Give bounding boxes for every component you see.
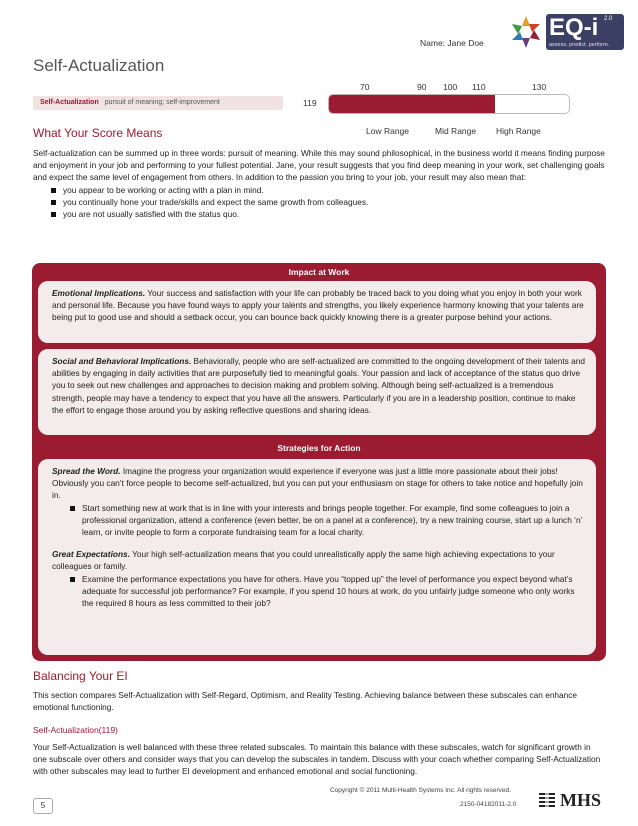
spread-lead: Spread the Word. [52,466,121,476]
score-bar-fill [329,95,495,113]
great-lead: Great Expectations. [52,549,130,560]
mhs-logo-text: MHS [560,790,602,810]
scale-tick-110: 110 [472,82,486,92]
range-low: Low Range [366,126,410,136]
meaning-text: Self-actualization can be summed up in three words: pursuit of meaning. While this may sound philosophical, in the business world it means finding purpose and enjoyment in your job and performing to your fullest potential. Jane, your result suggests that you find deep meaning in your work, set challenging goals and expect the same level of engagement from others. In addition to the passion you bring to your job, your result may also mean that: [33,148,605,183]
emotional-lead: Emotional Implications. [52,288,146,298]
meaning-heading: What Your Score Means [33,126,163,140]
scale-tick-130: 130 [532,82,547,92]
list-item: you are not usually satisfied with the status quo. [51,208,605,220]
scale-tick-100: 100 [443,82,458,92]
balancing-heading: Balancing Your EI [33,669,128,683]
score-pill [33,96,283,110]
footer-code: 2150-04182011-2.0 [460,801,517,808]
balancing-subheading: Self-Actualization(119) [33,725,118,735]
spread-bullets [52,502,586,539]
emotional-implications-card [38,281,596,343]
list-item: you appear to be working or acting with a plan in mind. [51,184,605,196]
scale-tick-70: 70 [360,82,370,92]
spread-text: Imagine the progress your organization would experience if everyone was just a little more passionate about their jobs! Obviously you can’t force people to become self-actualized, but you can put your enthusiasm on stage for others to take notice and hopefully join in. [52,466,583,501]
name-line: Name: Jane Doe [420,38,484,48]
eqi-logo-version: 2.0 [604,16,613,22]
page-number: 5 [33,798,53,814]
score-pill-desc: pursuit of meaning; self-improvement [104,99,220,106]
range-mid: Mid Range [435,126,477,136]
eqi-logo-icon [508,12,544,52]
page-title: Self-Actualization [33,56,165,75]
social-implications-card [38,349,596,435]
great-bullets [52,573,586,610]
footer-copyright: Copyright © 2011 Multi-Health Systems Inc. All rights reserved. [330,787,511,794]
social-lead: Social and Behavioral Implications. [52,356,192,366]
score-bar [328,94,570,114]
eqi-logo-tagline: assess. predict. perform. [549,42,610,48]
meaning-section [33,147,605,220]
impact-strategies-panel [32,263,606,661]
list-item: Examine the performance expectations you have for others. Have you “topped up” the level of performance you expect beyond what’s adequate for successful job performance? For example, if you spend 10 hours at work, do you unfairly judge someone who only works the required 8 hours as less committed to their job? [70,573,586,610]
eqi-logo-text: EQ-i [549,14,599,41]
strategies-heading: Strategies for Action [277,443,361,453]
balancing-text: This section compares Self-Actualization with Self-Regard, Optimism, and Reality Testing. Achieving balance between these subscales can enhance emotional functioning. [33,690,578,713]
balancing-subtext: Your Self-Actualization is well balanced with these three related subscales. To maintain this balance with these subscales, watch for significant growth in one subscale over others and consider ways that you can develop the subscales in tandem. Discuss with your coach whether comparing Self-Actualization with other subscales may lead to further EI development and enhanced emotional and social functioning. [33,742,601,777]
list-item: you continually hone your trade/skills and expect the same growth from colleagues. [51,196,605,208]
score-pill-label: Self-Actualization [40,99,99,106]
strategies-card [38,459,596,655]
meaning-bullets [33,184,605,221]
impact-heading: Impact at Work [288,267,350,277]
emotional-text: Your success and satisfaction with your life can probably be traced back to you doing what you enjoy in both your work and personal life. Because you have found ways to apply your talents and strengths, you likely experience harmony knowing that your talents are being put to good use and should a setback occur, you can bounce back quickly knowing there is a greater purpose behind your actions. [52,288,584,323]
score-value: 119 [303,98,317,108]
social-text: Behaviorally, people who are self-actualized are committed to the ongoing development of their talents and abilities by engaging in daily activities that are purposefully tied to meaningful goals. Your passion and lack of acceptance of the status quo drive you to seek out new challenges and approaches to decision making and problem solving. Although being self-actualized is a tremendous strength, people may have a tendency to expect that you have all the answers. Particularly if you are in a leadership position, continue to make the effort to engage those around you by asking reflective questions and sharing ideas. [52,356,585,415]
scale-tick-90: 90 [417,82,427,92]
range-high: High Range [496,126,541,136]
great-text: Your high self-actualization means that you could unrealistically apply the same high achieving expectations to your colleagues or family. [52,549,555,572]
list-item: Start something new at work that is in line with your interests and brings people together. For example, find some colleagues to join a professional organization, attend a conference (even better, be on a panel at a conference), try a new training course, start up a lunch ‘n’ learn, or invite people to form a corporate fundraising team for a local charity. [70,502,586,539]
mhs-logo-icon [538,791,556,809]
